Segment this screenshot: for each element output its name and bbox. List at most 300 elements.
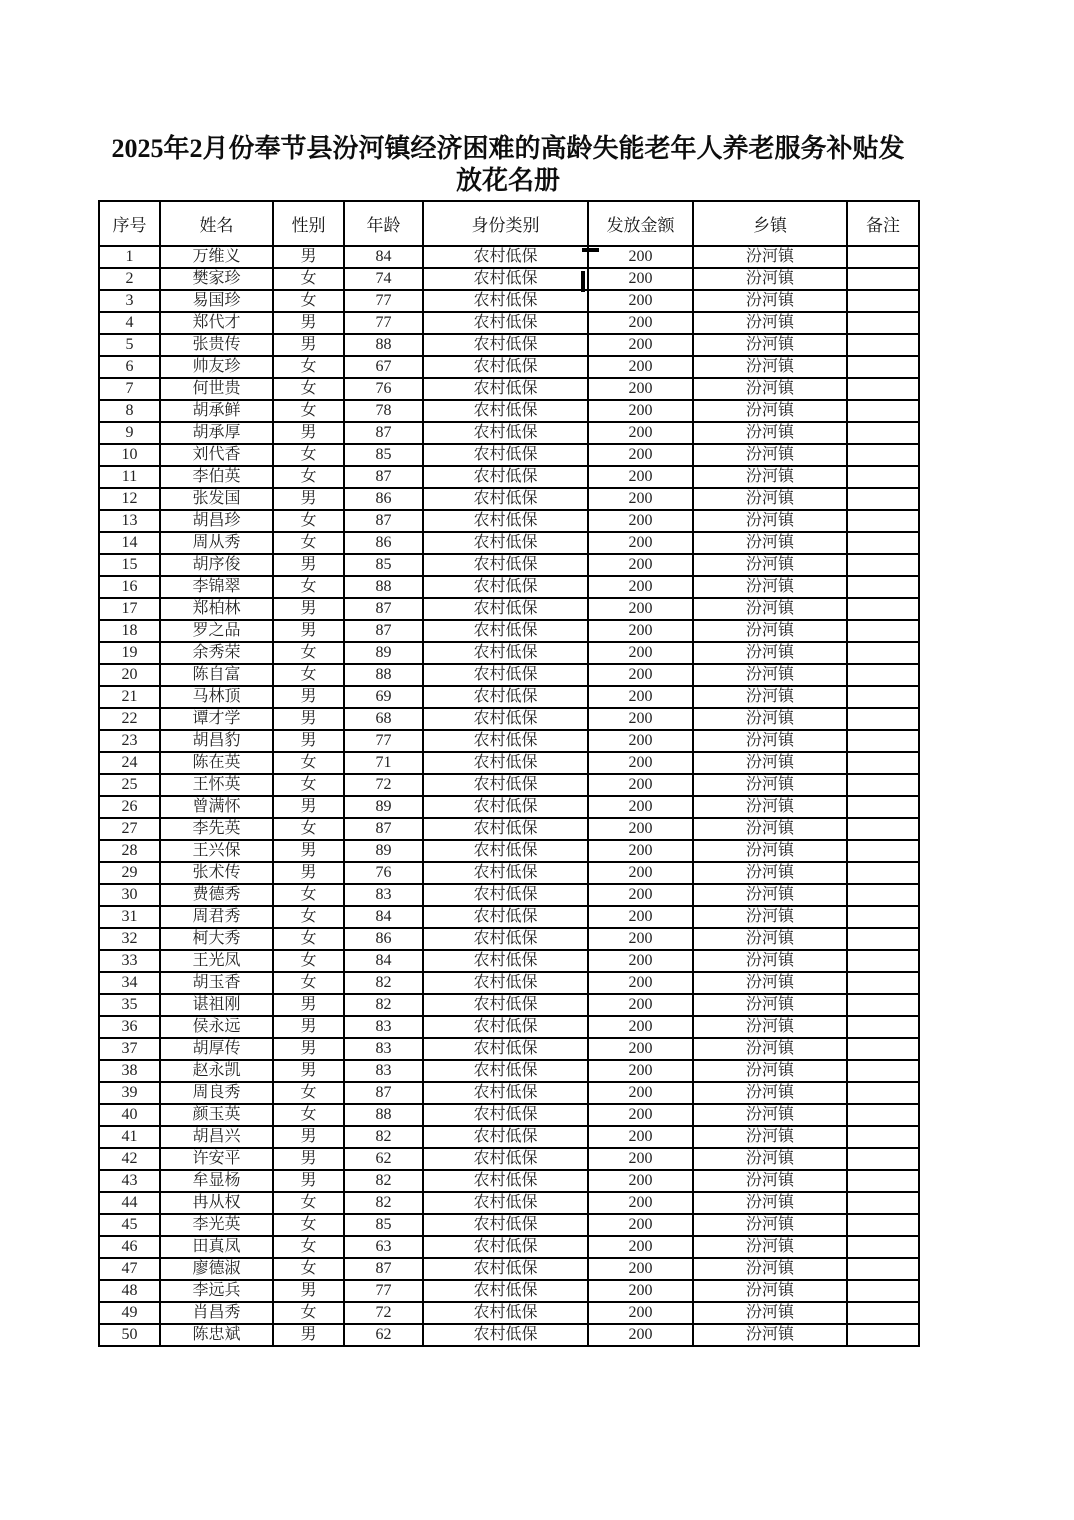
- cell-gender: 女: [273, 906, 344, 928]
- cell-category: 农村低保: [423, 1192, 588, 1214]
- cell-category: 农村低保: [423, 1214, 588, 1236]
- cell-name: 李先英: [160, 818, 273, 840]
- cell-township: 汾河镇: [693, 862, 847, 884]
- cell-remark: [847, 1324, 919, 1346]
- cell-remark: [847, 576, 919, 598]
- cell-gender: 男: [273, 994, 344, 1016]
- cell-category: 农村低保: [423, 994, 588, 1016]
- cell-gender: 女: [273, 664, 344, 686]
- table-row: [99, 752, 919, 774]
- cell-gender: 女: [273, 752, 344, 774]
- cell-amount: 200: [588, 972, 693, 994]
- table-row: [99, 532, 919, 554]
- cell-amount: 200: [588, 818, 693, 840]
- cell-remark: [847, 862, 919, 884]
- table-row: [99, 884, 919, 906]
- cell-amount: 200: [588, 994, 693, 1016]
- cell-township: 汾河镇: [693, 1126, 847, 1148]
- cell-name: 易国珍: [160, 290, 273, 312]
- cell-township: 汾河镇: [693, 796, 847, 818]
- cell-name: 牟显杨: [160, 1170, 273, 1192]
- cell-township: 汾河镇: [693, 906, 847, 928]
- cell-amount: 200: [588, 840, 693, 862]
- cell-township: 汾河镇: [693, 312, 847, 334]
- cell-amount: 200: [588, 1302, 693, 1324]
- cell-gender: 女: [273, 884, 344, 906]
- cell-name: 何世贵: [160, 378, 273, 400]
- cell-name: 王怀英: [160, 774, 273, 796]
- cell-category: 农村低保: [423, 1016, 588, 1038]
- cell-name: 王兴保: [160, 840, 273, 862]
- table-row: [99, 1082, 919, 1104]
- cell-amount: 200: [588, 906, 693, 928]
- cell-remark: [847, 1192, 919, 1214]
- cell-gender: 女: [273, 466, 344, 488]
- cell-gender: 男: [273, 620, 344, 642]
- cell-township: 汾河镇: [693, 884, 847, 906]
- cell-age: 72: [344, 774, 423, 796]
- cell-amount: 200: [588, 1038, 693, 1060]
- cell-no: 50: [99, 1324, 160, 1346]
- table-row: [99, 488, 919, 510]
- cell-no: 30: [99, 884, 160, 906]
- table-row: [99, 268, 919, 290]
- cell-amount: 200: [588, 686, 693, 708]
- cell-remark: [847, 642, 919, 664]
- cell-no: 17: [99, 598, 160, 620]
- cell-no: 11: [99, 466, 160, 488]
- cell-name: 郑代才: [160, 312, 273, 334]
- cell-category: 农村低保: [423, 642, 588, 664]
- cell-amount: 200: [588, 796, 693, 818]
- cell-age: 83: [344, 1038, 423, 1060]
- cell-age: 83: [344, 884, 423, 906]
- table-row: [99, 1258, 919, 1280]
- cell-amount: 200: [588, 1082, 693, 1104]
- cell-gender: 女: [273, 1236, 344, 1258]
- cell-age: 63: [344, 1236, 423, 1258]
- cell-remark: [847, 994, 919, 1016]
- cell-township: 汾河镇: [693, 1302, 847, 1324]
- cell-amount: 200: [588, 1148, 693, 1170]
- cell-township: 汾河镇: [693, 532, 847, 554]
- cell-name: 余秀荣: [160, 642, 273, 664]
- table-row: [99, 730, 919, 752]
- cell-amount: 200: [588, 862, 693, 884]
- cell-township: 汾河镇: [693, 708, 847, 730]
- table-row: [99, 1060, 919, 1082]
- cell-remark: [847, 1082, 919, 1104]
- cell-name: 胡承厚: [160, 422, 273, 444]
- cell-gender: 男: [273, 554, 344, 576]
- cell-age: 88: [344, 664, 423, 686]
- cell-remark: [847, 818, 919, 840]
- cell-amount: 200: [588, 620, 693, 642]
- cell-age: 76: [344, 862, 423, 884]
- cell-no: 38: [99, 1060, 160, 1082]
- cell-age: 89: [344, 840, 423, 862]
- cell-amount: 200: [588, 1214, 693, 1236]
- table-row: [99, 1126, 919, 1148]
- table-row: [99, 1324, 919, 1346]
- cell-remark: [847, 664, 919, 686]
- cell-category: 农村低保: [423, 730, 588, 752]
- cell-gender: 女: [273, 642, 344, 664]
- cell-amount: 200: [588, 466, 693, 488]
- table-row: [99, 598, 919, 620]
- cell-category: 农村低保: [423, 1082, 588, 1104]
- cell-category: 农村低保: [423, 840, 588, 862]
- cell-amount: 200: [588, 1192, 693, 1214]
- cell-amount: 200: [588, 774, 693, 796]
- cell-remark: [847, 422, 919, 444]
- cell-gender: 女: [273, 510, 344, 532]
- cell-no: 22: [99, 708, 160, 730]
- cell-no: 25: [99, 774, 160, 796]
- cell-township: 汾河镇: [693, 1148, 847, 1170]
- cell-gender: 女: [273, 1192, 344, 1214]
- page-title-line-2: 放花名册: [455, 166, 560, 195]
- cell-gender: 男: [273, 840, 344, 862]
- cell-remark: [847, 400, 919, 422]
- cell-township: 汾河镇: [693, 422, 847, 444]
- cell-remark: [847, 884, 919, 906]
- cell-remark: [847, 950, 919, 972]
- cell-township: 汾河镇: [693, 752, 847, 774]
- cell-amount: 200: [588, 378, 693, 400]
- cell-remark: [847, 488, 919, 510]
- cell-name: 赵永凯: [160, 1060, 273, 1082]
- cell-township: 汾河镇: [693, 444, 847, 466]
- cell-age: 82: [344, 972, 423, 994]
- cell-amount: 200: [588, 356, 693, 378]
- table-row: [99, 664, 919, 686]
- cell-category: 农村低保: [423, 708, 588, 730]
- cell-gender: 女: [273, 1302, 344, 1324]
- cell-township: 汾河镇: [693, 1038, 847, 1060]
- cell-age: 88: [344, 334, 423, 356]
- cell-category: 农村低保: [423, 598, 588, 620]
- cell-amount: 200: [588, 488, 693, 510]
- cell-category: 农村低保: [423, 422, 588, 444]
- cell-name: 罗之品: [160, 620, 273, 642]
- cell-no: 42: [99, 1148, 160, 1170]
- cell-township: 汾河镇: [693, 730, 847, 752]
- cell-age: 86: [344, 532, 423, 554]
- table-row: [99, 1280, 919, 1302]
- cell-age: 85: [344, 554, 423, 576]
- cell-remark: [847, 554, 919, 576]
- cell-gender: 女: [273, 378, 344, 400]
- cell-category: 农村低保: [423, 1280, 588, 1302]
- cell-gender: 男: [273, 1324, 344, 1346]
- cell-township: 汾河镇: [693, 1280, 847, 1302]
- header-age: 年龄: [344, 201, 423, 246]
- cell-category: 农村低保: [423, 818, 588, 840]
- cell-amount: 200: [588, 664, 693, 686]
- table-row: [99, 1104, 919, 1126]
- cell-no: 36: [99, 1016, 160, 1038]
- cell-age: 72: [344, 1302, 423, 1324]
- cell-gender: 女: [273, 1082, 344, 1104]
- cell-remark: [847, 378, 919, 400]
- cell-age: 69: [344, 686, 423, 708]
- cell-amount: 200: [588, 1170, 693, 1192]
- cell-remark: [847, 268, 919, 290]
- cell-amount: 200: [588, 642, 693, 664]
- cell-name: 胡昌兴: [160, 1126, 273, 1148]
- cell-category: 农村低保: [423, 686, 588, 708]
- cell-age: 78: [344, 400, 423, 422]
- cell-township: 汾河镇: [693, 994, 847, 1016]
- cell-township: 汾河镇: [693, 246, 847, 268]
- cell-remark: [847, 1170, 919, 1192]
- cell-age: 62: [344, 1324, 423, 1346]
- cell-no: 12: [99, 488, 160, 510]
- cell-no: 6: [99, 356, 160, 378]
- cell-category: 农村低保: [423, 246, 588, 268]
- cell-township: 汾河镇: [693, 840, 847, 862]
- cell-gender: 男: [273, 862, 344, 884]
- cell-category: 农村低保: [423, 972, 588, 994]
- cell-no: 7: [99, 378, 160, 400]
- cell-amount: 200: [588, 1236, 693, 1258]
- cell-remark: [847, 312, 919, 334]
- table-row: [99, 620, 919, 642]
- header-gender: 性别: [273, 201, 344, 246]
- cell-amount: 200: [588, 884, 693, 906]
- cell-no: 3: [99, 290, 160, 312]
- cell-age: 77: [344, 290, 423, 312]
- cell-no: 14: [99, 532, 160, 554]
- cell-remark: [847, 972, 919, 994]
- cell-age: 62: [344, 1148, 423, 1170]
- header-no: 序号: [99, 201, 160, 246]
- cell-category: 农村低保: [423, 1236, 588, 1258]
- cell-remark: [847, 532, 919, 554]
- table-row: [99, 708, 919, 730]
- cell-township: 汾河镇: [693, 642, 847, 664]
- cell-no: 15: [99, 554, 160, 576]
- table-row: [99, 1016, 919, 1038]
- cell-age: 87: [344, 1258, 423, 1280]
- table-row: [99, 290, 919, 312]
- cell-category: 农村低保: [423, 752, 588, 774]
- cell-gender: 女: [273, 972, 344, 994]
- cell-category: 农村低保: [423, 906, 588, 928]
- cell-gender: 男: [273, 686, 344, 708]
- cell-township: 汾河镇: [693, 664, 847, 686]
- cell-no: 31: [99, 906, 160, 928]
- cell-category: 农村低保: [423, 268, 588, 290]
- cell-name: 柯大秀: [160, 928, 273, 950]
- cell-age: 86: [344, 928, 423, 950]
- cell-category: 农村低保: [423, 1170, 588, 1192]
- cell-remark: [847, 510, 919, 532]
- table-row: [99, 840, 919, 862]
- cell-age: 77: [344, 312, 423, 334]
- cell-age: 87: [344, 422, 423, 444]
- cell-remark: [847, 1126, 919, 1148]
- cell-name: 田真凤: [160, 1236, 273, 1258]
- cell-category: 农村低保: [423, 928, 588, 950]
- cell-no: 47: [99, 1258, 160, 1280]
- cell-gender: 男: [273, 708, 344, 730]
- cell-township: 汾河镇: [693, 972, 847, 994]
- cell-age: 82: [344, 1126, 423, 1148]
- table-row: [99, 466, 919, 488]
- cell-township: 汾河镇: [693, 554, 847, 576]
- cell-category: 农村低保: [423, 884, 588, 906]
- cell-name: 李光英: [160, 1214, 273, 1236]
- cell-township: 汾河镇: [693, 1104, 847, 1126]
- cell-category: 农村低保: [423, 576, 588, 598]
- cell-gender: 男: [273, 422, 344, 444]
- cell-amount: 200: [588, 290, 693, 312]
- table-row: [99, 906, 919, 928]
- table-row: [99, 510, 919, 532]
- cell-age: 85: [344, 1214, 423, 1236]
- cell-name: 曾满怀: [160, 796, 273, 818]
- table-row: [99, 378, 919, 400]
- cell-category: 农村低保: [423, 378, 588, 400]
- table-row: [99, 1038, 919, 1060]
- cell-no: 29: [99, 862, 160, 884]
- cell-category: 农村低保: [423, 950, 588, 972]
- cell-name: 侯永远: [160, 1016, 273, 1038]
- cell-remark: [847, 1148, 919, 1170]
- cell-gender: 男: [273, 598, 344, 620]
- cell-township: 汾河镇: [693, 576, 847, 598]
- cell-remark: [847, 906, 919, 928]
- cell-category: 农村低保: [423, 1038, 588, 1060]
- header-amount: 发放金额: [588, 201, 693, 246]
- cell-gender: 男: [273, 334, 344, 356]
- cell-amount: 200: [588, 1104, 693, 1126]
- cell-name: 周从秀: [160, 532, 273, 554]
- cell-remark: [847, 796, 919, 818]
- table-row: [99, 972, 919, 994]
- cell-remark: [847, 1236, 919, 1258]
- cell-name: 胡昌珍: [160, 510, 273, 532]
- cell-amount: 200: [588, 422, 693, 444]
- table-row: [99, 774, 919, 796]
- cell-remark: [847, 466, 919, 488]
- cell-township: 汾河镇: [693, 928, 847, 950]
- cell-township: 汾河镇: [693, 268, 847, 290]
- cell-township: 汾河镇: [693, 1082, 847, 1104]
- cell-name: 王光凤: [160, 950, 273, 972]
- cell-name: 马林顶: [160, 686, 273, 708]
- cell-township: 汾河镇: [693, 1170, 847, 1192]
- cell-township: 汾河镇: [693, 1192, 847, 1214]
- cell-remark: [847, 1214, 919, 1236]
- selection-artifact-horizontal: [582, 248, 599, 252]
- cell-township: 汾河镇: [693, 378, 847, 400]
- table-row: [99, 950, 919, 972]
- cell-amount: 200: [588, 510, 693, 532]
- cell-amount: 200: [588, 268, 693, 290]
- cell-category: 农村低保: [423, 488, 588, 510]
- cell-amount: 200: [588, 708, 693, 730]
- cell-amount: 200: [588, 730, 693, 752]
- cell-no: 34: [99, 972, 160, 994]
- cell-gender: 男: [273, 796, 344, 818]
- cell-name: 胡昌豹: [160, 730, 273, 752]
- cell-no: 18: [99, 620, 160, 642]
- cell-remark: [847, 1060, 919, 1082]
- cell-amount: 200: [588, 1324, 693, 1346]
- cell-gender: 女: [273, 290, 344, 312]
- cell-age: 88: [344, 1104, 423, 1126]
- cell-name: 郑柏林: [160, 598, 273, 620]
- cell-gender: 男: [273, 1016, 344, 1038]
- cell-category: 农村低保: [423, 862, 588, 884]
- cell-no: 48: [99, 1280, 160, 1302]
- cell-gender: 女: [273, 444, 344, 466]
- cell-category: 农村低保: [423, 532, 588, 554]
- cell-gender: 女: [273, 532, 344, 554]
- cell-category: 农村低保: [423, 1104, 588, 1126]
- cell-no: 9: [99, 422, 160, 444]
- cell-gender: 男: [273, 488, 344, 510]
- cell-no: 32: [99, 928, 160, 950]
- cell-no: 23: [99, 730, 160, 752]
- cell-age: 84: [344, 950, 423, 972]
- cell-gender: 女: [273, 1214, 344, 1236]
- cell-gender: 女: [273, 950, 344, 972]
- table-row: [99, 1170, 919, 1192]
- cell-township: 汾河镇: [693, 1016, 847, 1038]
- cell-amount: 200: [588, 1258, 693, 1280]
- cell-gender: 女: [273, 1104, 344, 1126]
- cell-amount: 200: [588, 444, 693, 466]
- cell-amount: 200: [588, 1280, 693, 1302]
- table-row: [99, 862, 919, 884]
- cell-name: 周良秀: [160, 1082, 273, 1104]
- cell-no: 10: [99, 444, 160, 466]
- table-row: [99, 796, 919, 818]
- cell-township: 汾河镇: [693, 1324, 847, 1346]
- cell-name: 李锦翠: [160, 576, 273, 598]
- header-category: 身份类别: [423, 201, 588, 246]
- table-row: [99, 356, 919, 378]
- cell-name: 刘代香: [160, 444, 273, 466]
- table-row: [99, 1148, 919, 1170]
- cell-age: 85: [344, 444, 423, 466]
- cell-no: 13: [99, 510, 160, 532]
- table-row: [99, 1236, 919, 1258]
- cell-no: 49: [99, 1302, 160, 1324]
- cell-amount: 200: [588, 400, 693, 422]
- cell-age: 82: [344, 1192, 423, 1214]
- cell-age: 87: [344, 466, 423, 488]
- cell-township: 汾河镇: [693, 290, 847, 312]
- cell-category: 农村低保: [423, 554, 588, 576]
- cell-remark: [847, 1016, 919, 1038]
- cell-name: 陈自富: [160, 664, 273, 686]
- cell-age: 88: [344, 576, 423, 598]
- table-row: [99, 422, 919, 444]
- table-row: [99, 686, 919, 708]
- cell-remark: [847, 774, 919, 796]
- cell-township: 汾河镇: [693, 488, 847, 510]
- cell-age: 86: [344, 488, 423, 510]
- cell-gender: 女: [273, 928, 344, 950]
- cell-gender: 女: [273, 774, 344, 796]
- cell-township: 汾河镇: [693, 334, 847, 356]
- cell-name: 费德秀: [160, 884, 273, 906]
